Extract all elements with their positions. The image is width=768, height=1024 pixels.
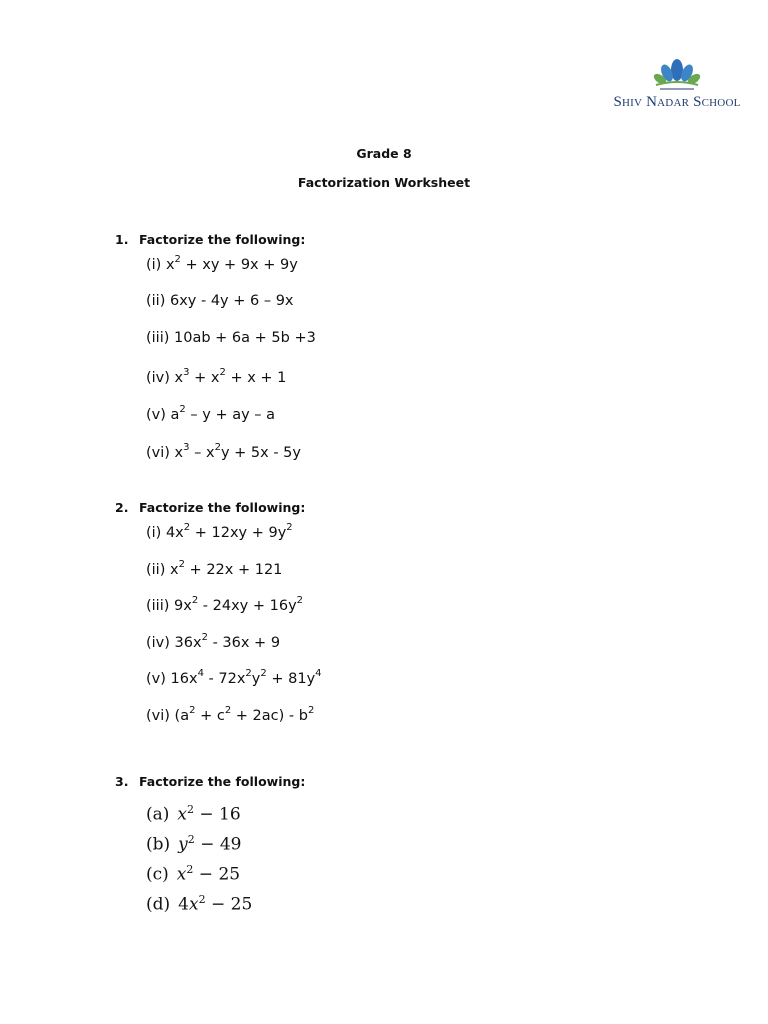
expression-text: (a xyxy=(174,707,190,724)
item-label: (ii) xyxy=(146,561,170,578)
item-label: (i) xyxy=(146,524,166,541)
question-text: Factorize the following: xyxy=(139,500,306,515)
expression-rest: − 25 xyxy=(193,864,241,885)
expression-text: - 36x + 9 xyxy=(207,634,281,651)
expression-text: + 2ac) - b xyxy=(231,707,308,724)
exponent: 2 xyxy=(245,668,252,679)
expression-text: x xyxy=(174,369,184,386)
question-text: Factorize the following: xyxy=(139,232,306,247)
expression-text: – y + ay – a xyxy=(185,406,276,423)
exponent: 2 xyxy=(178,558,185,570)
expression-text: y xyxy=(251,670,261,687)
question-2-title xyxy=(115,500,305,515)
expression-text: – x xyxy=(189,444,215,461)
exponent: 2 xyxy=(179,404,186,415)
item-label: (c) xyxy=(146,864,169,885)
expression-text: 36x xyxy=(174,634,202,651)
variable: x xyxy=(176,864,187,885)
item-label: (iv) xyxy=(146,369,175,386)
coefficient: 4 xyxy=(178,894,189,915)
item-label: (v) xyxy=(146,670,171,687)
item-label: (b) xyxy=(146,834,171,855)
exercise-item xyxy=(146,669,322,687)
grade-heading: Grade 8 xyxy=(356,146,412,161)
exponent: 2 xyxy=(214,441,221,453)
expression-rest: − 49 xyxy=(194,834,242,855)
expression-text: 6xy - 4y + 6 – 9x xyxy=(169,292,294,309)
lotus-icon xyxy=(652,58,702,92)
exponent: 2 xyxy=(201,631,208,643)
question-text: Factorize the following: xyxy=(139,774,306,789)
expression-text: a xyxy=(170,406,180,423)
school-logo xyxy=(612,58,742,118)
exponent: 2 xyxy=(260,668,267,679)
item-label: (i) xyxy=(146,256,166,273)
math-expression xyxy=(177,803,240,825)
math-expression xyxy=(178,833,241,855)
exponent: 2 xyxy=(187,803,194,816)
expression-text: + 12xy + 9y xyxy=(190,524,287,541)
exercise-item xyxy=(146,706,314,724)
exponent: 3 xyxy=(183,366,190,378)
item-label: (d) xyxy=(146,894,171,915)
exercise-item xyxy=(146,893,252,915)
expression-text: + 81y xyxy=(266,670,316,687)
exercise-item xyxy=(146,368,286,386)
expression-text: + xy + 9x + 9y xyxy=(180,256,298,273)
exercise-item xyxy=(146,405,275,423)
exponent: 2 xyxy=(183,522,191,533)
expression-text: - 72x xyxy=(203,670,246,687)
expression-text: 16x xyxy=(170,670,198,687)
exponent: 2 xyxy=(219,366,226,378)
exponent: 2 xyxy=(187,833,195,846)
item-label: (ii) xyxy=(146,292,170,309)
expression-text: 9x xyxy=(174,597,192,614)
question-number: 2. xyxy=(115,500,129,515)
item-label: (vi) xyxy=(146,707,175,724)
expression-text: y + 5x - 5y xyxy=(220,444,301,461)
exercise-item xyxy=(146,633,280,651)
expression-rest: − 25 xyxy=(205,894,253,915)
question-number: 1. xyxy=(115,232,129,247)
expression-text: + c xyxy=(195,707,225,724)
exponent: 2 xyxy=(286,522,293,533)
expression-text: + x + 1 xyxy=(225,369,287,386)
item-label: (v) xyxy=(146,406,171,423)
item-label: (iii) xyxy=(146,330,175,346)
exponent: 2 xyxy=(224,704,232,716)
question-3-title xyxy=(115,774,305,789)
item-label: (iii) xyxy=(146,597,175,614)
expression-text: x xyxy=(169,561,179,578)
variable: x xyxy=(188,894,199,915)
math-expression xyxy=(177,863,240,885)
expression-text: + x xyxy=(189,369,220,386)
exponent: 4 xyxy=(315,668,322,679)
exponent: 4 xyxy=(197,668,204,679)
item-label: (iv) xyxy=(146,634,175,651)
school-name: Shiv Nadar School xyxy=(613,94,741,110)
expression-text: + 22x + 121 xyxy=(184,561,283,578)
exponent: 2 xyxy=(174,254,181,265)
exercise-item xyxy=(146,443,301,461)
exponent: 2 xyxy=(186,863,194,876)
exercise-item xyxy=(146,523,293,541)
exponent: 2 xyxy=(189,704,196,716)
exponent: 2 xyxy=(191,595,199,606)
exercise-item xyxy=(146,596,303,614)
item-label: (a) xyxy=(146,804,170,825)
expression-text: x xyxy=(174,444,184,461)
expression-rest: − 16 xyxy=(194,804,241,825)
item-label: (vi) xyxy=(146,444,175,461)
variable: x xyxy=(177,804,187,825)
expression-text: x xyxy=(165,256,175,273)
exercise-item xyxy=(146,803,241,825)
exponent: 2 xyxy=(198,893,206,906)
exercise-item xyxy=(146,863,240,885)
question-number: 3. xyxy=(115,774,129,789)
exponent: 2 xyxy=(296,595,304,606)
exercise-item xyxy=(146,560,282,578)
exponent: 2 xyxy=(307,704,315,716)
question-1-title xyxy=(115,232,305,247)
variable: y xyxy=(178,834,188,855)
exponent: 3 xyxy=(183,441,190,453)
worksheet-title: Factorization Worksheet xyxy=(297,175,471,190)
expression-text: - 24xy + 16y xyxy=(198,597,297,614)
exercise-item xyxy=(146,255,298,273)
exercise-item xyxy=(146,293,294,309)
exercise-item xyxy=(146,833,241,855)
math-expression xyxy=(178,893,252,915)
expression-text: 4x xyxy=(165,524,184,541)
exercise-item xyxy=(146,330,316,346)
expression-text: 10ab + 6a + 5b +3 xyxy=(174,330,316,346)
